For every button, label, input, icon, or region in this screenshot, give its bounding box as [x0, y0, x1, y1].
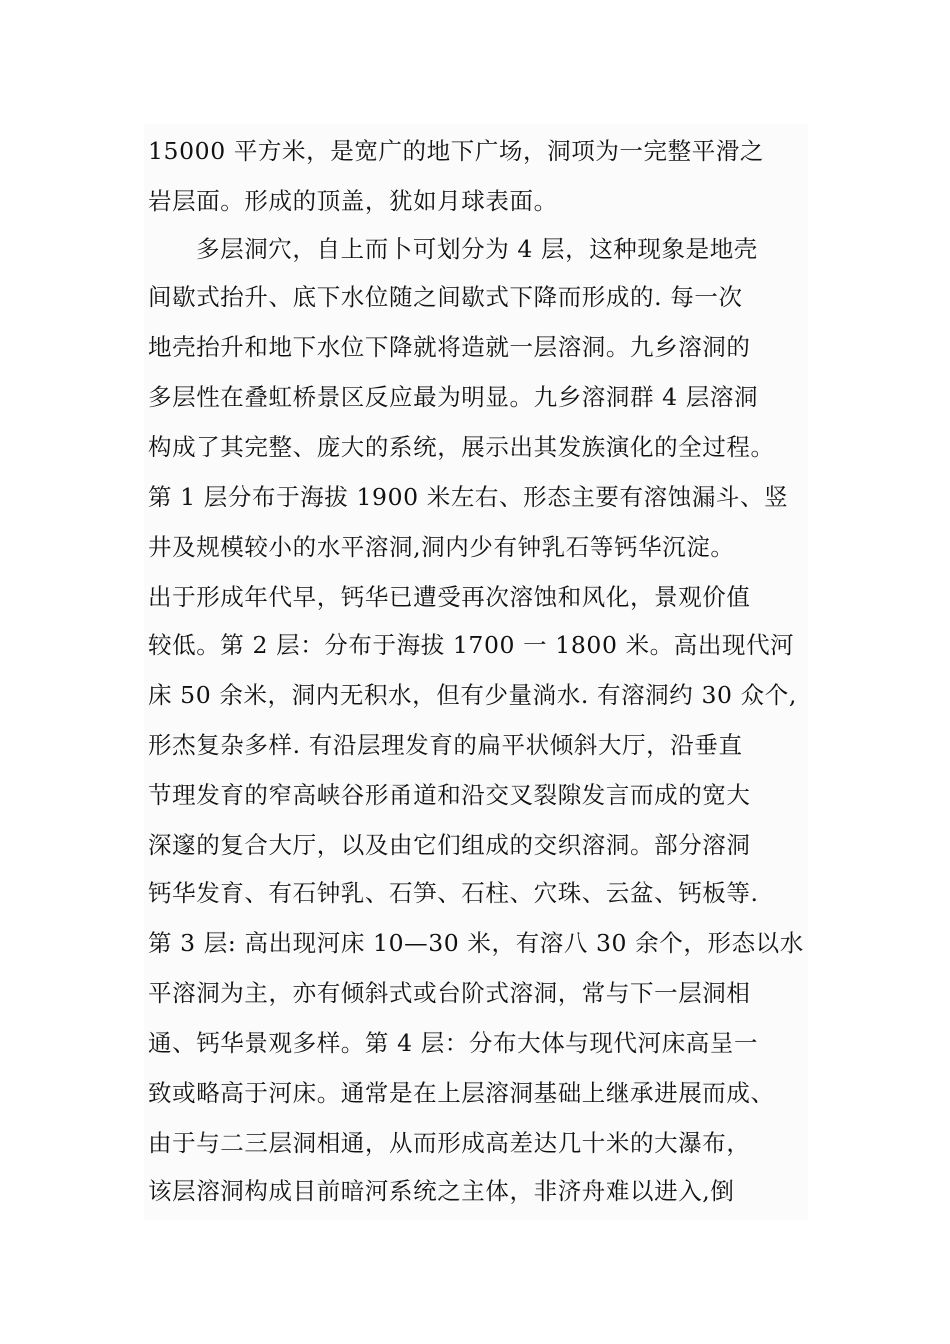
text-line-4: 间歇式抬升、底下水位随之间歇式下降而形成的. 每一次: [148, 283, 743, 311]
text-line-21: 由于与二三层洞相通，从而形成高差达几十米的大瀑布，: [148, 1129, 751, 1157]
text-line-13: 形杰复杂多样. 有沿层理发育的扁平状倾斜大厅，沿垂直: [148, 731, 743, 759]
text-line-3: 多层洞穴，自上而卜可划分为 4 层，这种现象是地壳: [196, 235, 758, 263]
text-line-2: 岩层面。形成的顶盖，犹如月球表面。: [148, 187, 558, 215]
text-line-14: 节理发育的窄高峡谷形甬道和沿交叉裂隙发言而成的宽大: [148, 781, 751, 809]
text-line-8: 第 1 层分布于海拔 1900 米左右、形态主要有溶蚀漏斗、竖: [148, 483, 789, 511]
text-line-11: 较低。第 2 层：分布于海拔 1700 一 1800 米。高出现代河: [148, 631, 795, 659]
text-line-9: 井及规模较小的水平溶洞,洞内少有钟乳石等钙华沉淀。: [148, 533, 735, 561]
text-line-20: 致或略高于河床。通常是在上层溶洞基础上继承进展而成、: [148, 1079, 775, 1107]
text-line-6: 多层性在叠虹桥景区反应最为明显。九乡溶洞群 4 层溶洞: [148, 383, 759, 411]
text-line-17: 第 3 层: 高出现河床 10—30 米，有溶八 30 余个，形态以水: [148, 929, 804, 957]
text-line-19: 通、钙华景观多样。第 4 层：分布大体与现代河床高呈一: [148, 1029, 759, 1057]
text-line-22: 该层溶洞构成目前暗河系统之主体，非济舟难以进入,倒: [148, 1177, 735, 1205]
text-line-1: 15000 平方米，是宽广的地下广场，洞项为一完整平滑之: [148, 137, 765, 165]
text-line-12: 床 50 余米，洞内无积水，但有少量淌水. 有溶洞约 30 众个,: [148, 681, 797, 709]
text-line-18: 平溶洞为主，亦有倾斜式或台阶式溶洞，常与下一层洞相: [148, 979, 751, 1007]
text-line-16: 钙华发育、有石钟乳、石笋、石柱、穴珠、云盆、钙板等.: [148, 879, 759, 907]
text-line-15: 深邃的复合大厅，以及由它们组成的交织溶洞。部分溶洞: [148, 831, 751, 859]
text-line-10: 出于形成年代早，钙华已遭受再次溶蚀和风化，景观价值: [148, 583, 751, 611]
text-line-5: 地壳抬升和地下水位下降就将造就一层溶洞。九乡溶洞的: [148, 333, 751, 361]
text-block: [144, 124, 808, 1220]
text-line-7: 构成了其完整、庞大的系统，展示出其发族演化的全过程。: [148, 433, 775, 461]
